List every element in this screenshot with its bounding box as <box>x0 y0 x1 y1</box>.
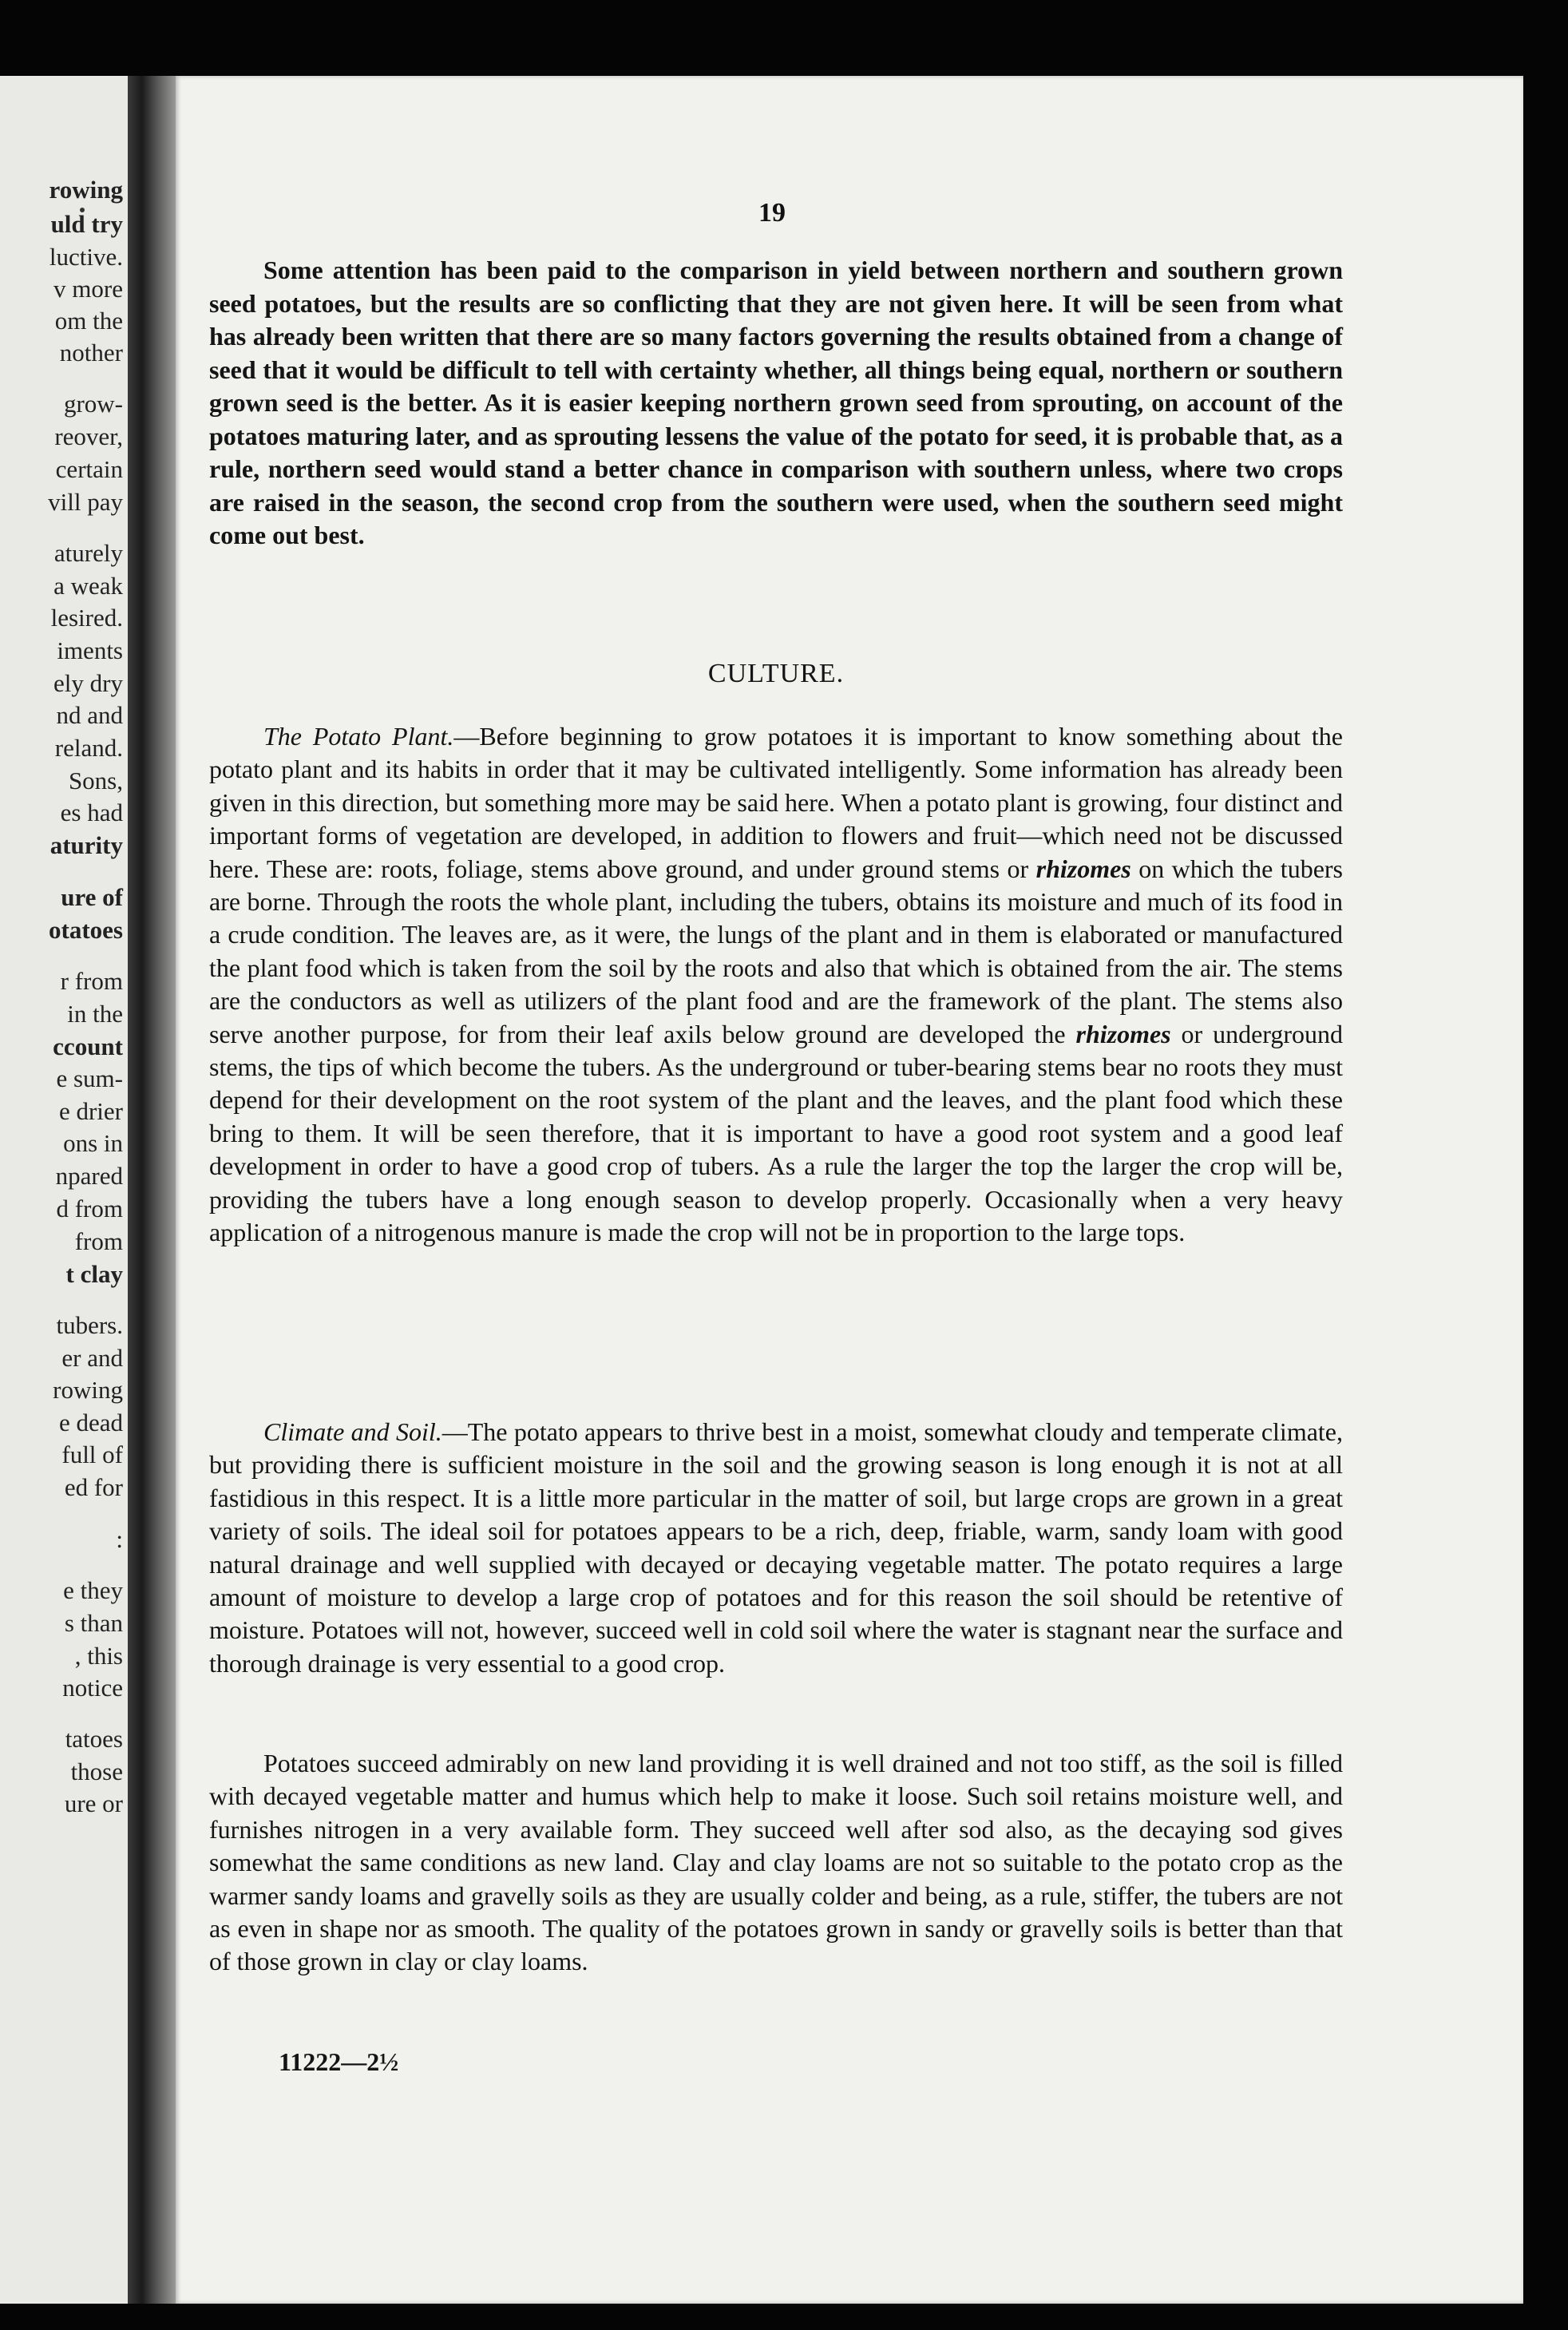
left-page-fragment: e drier <box>58 1097 123 1125</box>
left-page-fragment: s than <box>64 1609 123 1637</box>
left-page-fragment: v more <box>53 275 123 303</box>
intro-paragraph <box>209 254 1343 553</box>
left-page-fragment: ure or <box>64 1789 123 1817</box>
left-page-fragment: aturity <box>49 831 123 859</box>
potato-plant-lead: The Potato Plant. <box>263 722 454 751</box>
left-page-fragment: er and <box>61 1344 123 1372</box>
left-page-fragment: , this <box>74 1642 123 1670</box>
left-page-fragment: e sum- <box>56 1064 123 1092</box>
left-page-fragment: e they <box>63 1576 123 1604</box>
potato-plant-text-3: or underground stems, the tips of which become the tubers. As the underground or tuber-bearing stems bear no roots they must depend for their development on the root system of the plant and the leaves, and the plant food which these bring to them. It will be seen therefore, that it is important to have a good root system and a good leaf development in order to have a good crop of tubers. As a rule the larger the top the larger the crop will be, providing the tubers have a long enough season to develop properly. Occasionally when a very heavy application of a nitrogenous manure is made the crop will not be in proportion to the large tops. <box>209 1019 1344 1247</box>
left-page-fragment: e dead <box>58 1409 123 1436</box>
left-page-fragment: aturely <box>53 539 123 567</box>
left-page-fragment: luctive. <box>49 243 123 271</box>
left-page-fragment: ure of <box>61 883 123 911</box>
left-page-fragment: om the <box>54 307 123 335</box>
left-page-fragment: those <box>70 1757 123 1785</box>
left-page-fragment: t clay <box>65 1260 123 1288</box>
left-page-fragment: lesired. <box>50 604 123 632</box>
climate-soil-text: —The potato appears to thrive best in a moist, somewhat cloudy and temperate climate, but providing there is sufficient moisture in the soil and the growing season is long enough it is not at all fastidious in this respect. It is a little more particular in the matter of soil, but large crops are grown in a great variety of soils. The ideal soil for potatoes appears to be a rich, deep, friable, warm, sandy loam with good natural drainage and well supplied with decayed or decaying vegetable matter. The potato requires a large amount of moisture to develop a large crop of potatoes and for this reason the soil should be retentive of moisture. Potatoes will not, however, succeed well in cold soil where the water is stagnant near the surface and thorough drainage is very essential to a good crop. <box>209 1417 1344 1678</box>
left-page-fragment: reland. <box>54 734 123 762</box>
left-page-fragment: ccount <box>53 1032 123 1060</box>
left-page-fragment: uld try <box>50 210 123 238</box>
signature-mark: 11222—2½ <box>279 2047 399 2076</box>
climate-soil-paragraph <box>209 1416 1343 1680</box>
left-page-fragment: r from <box>60 967 123 995</box>
left-page-fragment: nother <box>59 339 123 367</box>
left-page-fragment: Sons, <box>68 767 123 794</box>
left-page-fragment: rowing <box>49 176 123 204</box>
left-page-fragment: ed for <box>64 1473 123 1501</box>
page-number: 19 <box>758 198 786 228</box>
left-page-fragment: in the <box>67 1000 123 1028</box>
section-heading-text: CULTURE. <box>707 659 845 688</box>
left-page-fragment: full of <box>61 1440 123 1468</box>
left-page-fragment: : <box>116 1525 123 1553</box>
left-page-fragment: npared <box>55 1162 123 1190</box>
left-page-fragment: es had <box>60 798 123 826</box>
left-page-fragment: a weak <box>53 572 123 600</box>
left-page-fragment: iments <box>57 636 123 664</box>
left-page-fragment: nd and <box>56 701 123 729</box>
left-page-fragment: from <box>74 1227 123 1255</box>
climate-soil-lead: Climate and Soil. <box>263 1417 442 1446</box>
left-facing-page <box>0 76 128 2304</box>
left-page-fragment: otatoes <box>49 916 123 944</box>
potato-plant-text-2: on which the tubers are borne. Through the roots the whole plant, including the tubers, obtains its moisture and much of its food in a crude condition. The leaves are, as it were, the lungs of the plant and in them is elaborated or manufactured the plant food which is taken from the soil by the roots and also that which is obtained from the air. The stems are the conductors as well as utilizers of the plant food and are the framework of the plant. The stems also serve another purpose, for from their leaf axils below ground are developed the <box>209 854 1344 1048</box>
left-page-fragment: grow- <box>63 390 123 418</box>
left-page-fragment: tatoes <box>65 1725 123 1753</box>
potato-plant-paragraph <box>209 720 1343 1250</box>
rhizomes-term-1: rhizomes <box>1035 854 1131 883</box>
new-land-paragraph: Potatoes succeed admirably on new land providing it is well drained and not too stiff, as the soil is filled with decayed vegetable matter and humus which help to make it loose. Such soil retains moisture well, and furnishes nitrogen in a very available form. They succeed well after sod also, as the decaying sod gives somewhat the same conditions as new land. Clay and clay loams are not so suitable to the potato crop as the warmer sandy loams and gravelly soils as they are usually colder and being, as a rule, stiffer, the tubers are not as even in shape nor as smooth. The quality of the potatoes grown in sandy or gravelly soils is better than that of those grown in clay or clay loams. <box>209 1749 1343 1976</box>
left-page-fragment: notice <box>62 1674 123 1702</box>
left-page-fragment: ely dry <box>53 669 123 697</box>
section-heading <box>0 659 1568 689</box>
left-page-fragment: reover, <box>54 422 123 450</box>
left-page-fragment: vill pay <box>48 488 123 516</box>
rhizomes-term-2: rhizomes <box>1075 1019 1171 1048</box>
left-page-fragment: ons in <box>63 1129 123 1157</box>
potato-plant-text-1: —Before beginning to grow potatoes it is important to know something about the potato plant and its habits in order that it may be cultivated intelligently. Some information has already been given in this direction, but something more may be said here. When a potato plant is growing, four distinct and important forms of vegetation are developed, in addition to flowers and fruit—which need not be discussed here. These are: roots, foliage, stems above ground, and under ground stems or <box>209 722 1344 883</box>
left-page-fragment: certain <box>55 455 123 483</box>
book-gutter <box>128 76 176 2304</box>
intro-paragraph-part-1: Some attention has been paid to the comparison in yield between northern and southern grown seed potatoes, but the results are so conflicting that they are not given here. It will be seen from what has already been written that there are so many factors governing the results obtained from a change of seed that it would be difficult to tell with certainty whether, all things being equal, northern or southern grown seed is the better. <box>209 256 1343 417</box>
left-page-fragment: rowing <box>53 1376 123 1404</box>
left-page-fragment: d from <box>56 1195 123 1222</box>
left-page-fragment: tubers. <box>56 1311 123 1339</box>
intro-paragraph-part-2: As it is easier keeping northern grown seed from sprouting, on account of the potatoes maturing later, and as sprouting lessens the value of the potato for seed, it is probable that, as a rule, northern seed would stand a better chance in comparison with southern unless, where two crops are raised in the season, the second crop from the southern were used, when the southern seed might come out best. <box>209 388 1343 549</box>
